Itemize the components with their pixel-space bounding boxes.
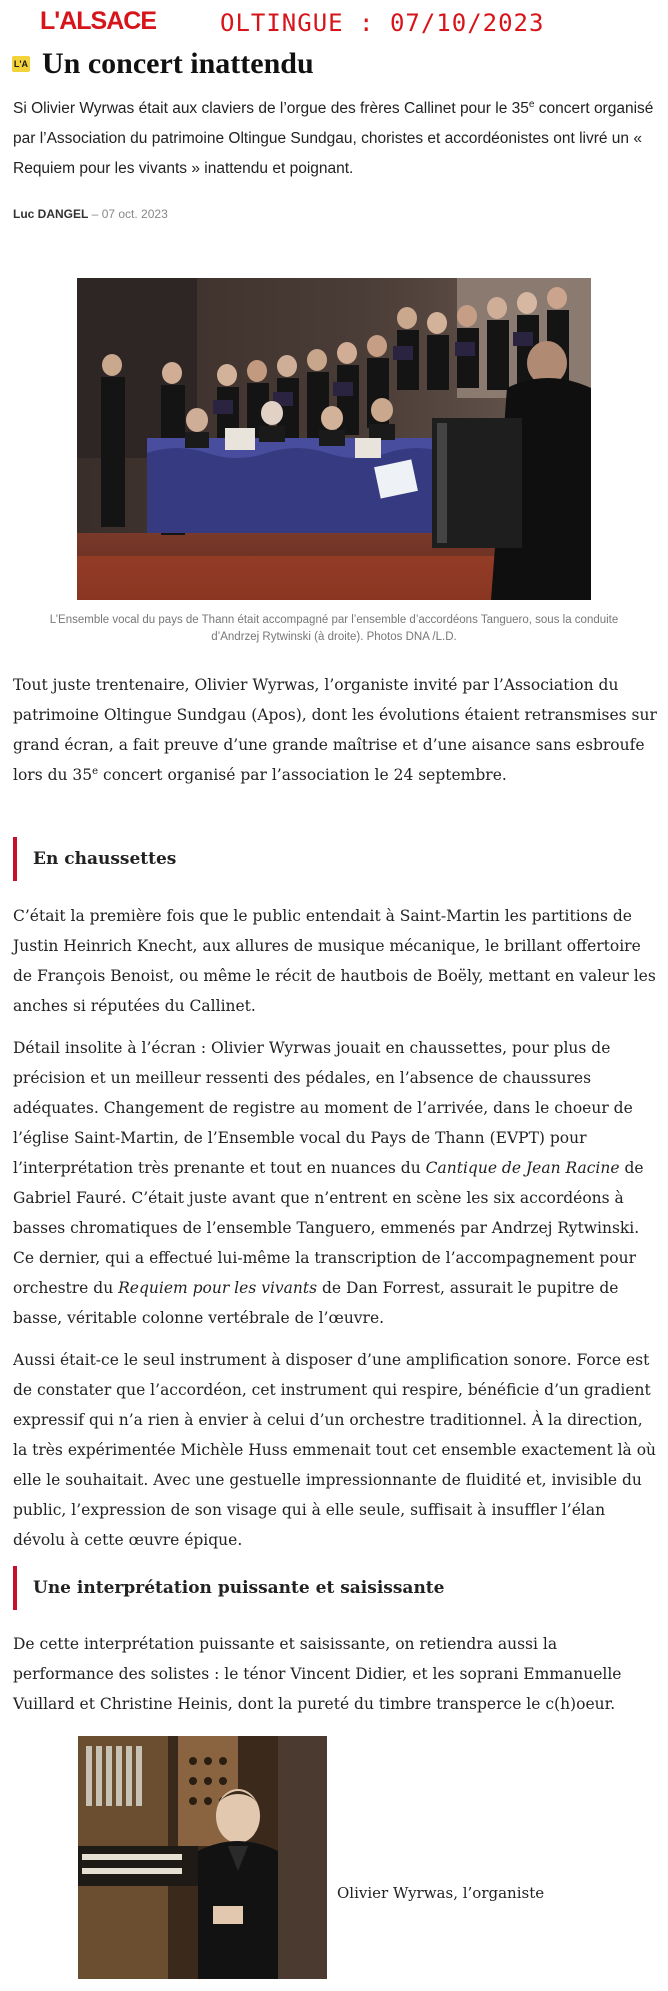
organist-photo-image xyxy=(78,1736,327,1979)
paragraph-text: de Dan Forrest, assurait le pupitre de basse, véritable colonne vertébrale de l’œuvre. xyxy=(13,1279,619,1327)
site-logo[interactable]: L'ALSACE xyxy=(40,7,156,35)
intro-text-b: concert organisé par l’association le 24 septembre. xyxy=(98,766,507,784)
section-body-interpretation xyxy=(13,1629,659,1731)
organist-photo-caption: Olivier Wyrwas, l’organiste xyxy=(337,1884,545,1902)
paragraph: Aussi était-ce le seul instrument à disposer d’une amplification sonore. Force est de constater que l’accordéon, cet instrument qui respire, bénéficie d’un gradient expressif qui n’a rien à envier à celui d’un orchestre traditionnel. À la direction, la très expérimentée Michèle Huss emmenait tout cet ensemble exactement là où elle le souhaitait. Avec une gestuelle impressionnante de fluidité et, invisible du public, l’expression de son visage qui à elle seule, suffisait à insuffler l’élan dévolu à cette œuvre épique. xyxy=(13,1351,657,1549)
byline-separator: – xyxy=(88,207,102,221)
author-name[interactable]: Luc DANGEL xyxy=(13,207,89,221)
paragraph: De cette interprétation puissante et saisissante, on retiendra aussi la performance des solistes : le ténor Vincent Didier, et les soprani Emmanuelle Vuillard et Christine Heinis, dont la pureté du timbre transperce le c(h)oeur. xyxy=(13,1635,622,1713)
intro-block xyxy=(13,670,659,802)
intro-text-a: Tout juste trentenaire, Olivier Wyrwas, l’organiste invité par l’Association du patrimoine Oltingue Sundgau (Apos), dont les évolutions étaient retransmises sur grand écran, a fait preuve d’une grande maîtrise et d’une aisance sans esbroufe lors du 35 xyxy=(13,676,657,784)
section-heading-chaussettes: En chaussettes xyxy=(13,837,176,881)
brand-badge-icon: L'A xyxy=(12,56,30,72)
concert-photo-image xyxy=(77,278,591,600)
section-body-chaussettes xyxy=(13,901,659,1567)
dateline: OLTINGUE : 07/10/2023 xyxy=(220,9,545,37)
intro-superscript: e xyxy=(92,765,99,777)
work-title: Requiem pour les vivants xyxy=(118,1279,318,1297)
byline xyxy=(13,207,168,221)
paragraph: C’était la première fois que le public entendait à Saint-Martin les partitions de Justin Heinrich Knecht, aux allures de musique mécanique, le brillant offertoire de François Benoist, ou même le récit de hautbois de Boëly, mettant en valeur les anches si réputées du Callinet. xyxy=(13,907,656,1015)
masthead xyxy=(0,0,668,44)
work-title: Cantique de Jean Racine xyxy=(425,1159,620,1177)
concert-photo[interactable] xyxy=(77,278,591,600)
lead-superscript: e xyxy=(528,98,535,110)
lead-text-b: concert organisé par l’Association du patrimoine Oltingue Sundgau, choristes et accordéonistes ont livré un « Requiem pour les vivants » inattendu et poignant. xyxy=(13,100,654,177)
paragraph-text: de Gabriel Fauré. C’était juste avant que n’entrent en scène les six accordéons à basses chromatiques de l’ensemble Tanguero, emmenés par Andrzej Rytwinski. Ce dernier, qui a effectué lui-même la transcription de l’accompagnement pour orchestre du xyxy=(13,1159,644,1297)
intro-paragraph xyxy=(13,670,659,790)
title-row xyxy=(12,44,314,84)
concert-photo-caption: L’Ensemble vocal du pays de Thann était accompagné par l’ensemble d’accordéons Tanguero, sous la conduite d’Andrzej Rytwinski (à droite). Photos DNA /L.D. xyxy=(49,614,619,643)
article-lead xyxy=(13,94,659,184)
lead-text-a: Si Olivier Wyrwas était aux claviers de l’orgue des frères Callinet pour le 35 xyxy=(13,100,529,117)
publish-date: 07 oct. 2023 xyxy=(101,207,168,221)
section-heading-interpretation: Une interprétation puissante et saisissante xyxy=(13,1566,444,1610)
paragraph-text: Détail insolite à l’écran : Olivier Wyrwas jouait en chaussettes, pour plus de précision et un meilleur ressenti des pédales, en l’absence de chaussures adéquates. Changement de registre au moment de l’arrivée, dans le choeur de l’église Saint-Martin, de l’Ensemble vocal du Pays de Thann (EVPT) pour l’interprétation très prenante et tout en nuances du xyxy=(13,1039,633,1177)
page-title: Un concert inattendu xyxy=(42,47,314,80)
organist-photo[interactable] xyxy=(78,1736,327,1979)
paragraph xyxy=(13,1033,659,1333)
